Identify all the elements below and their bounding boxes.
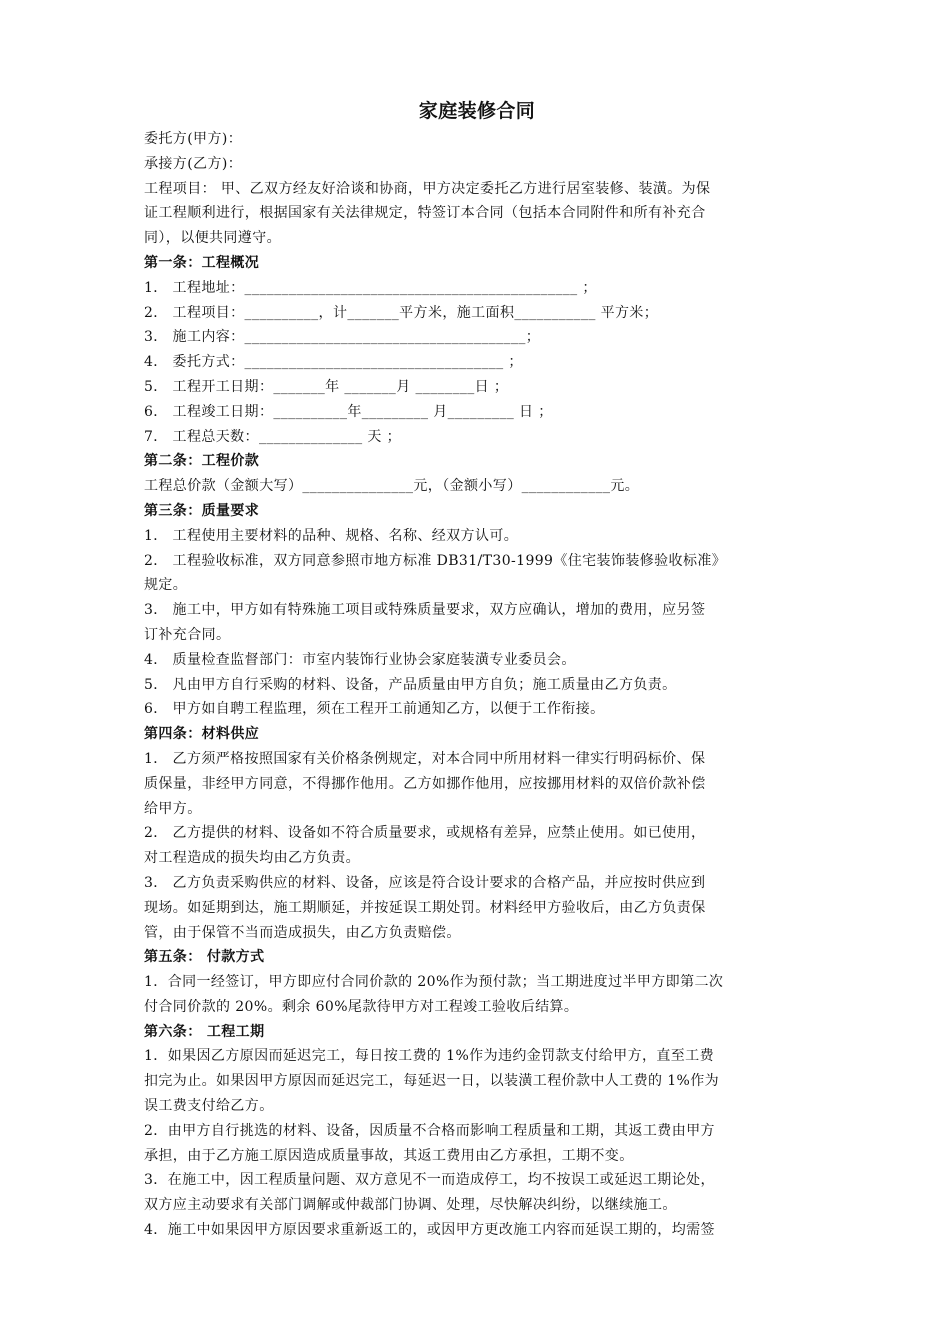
text-line: 误工费支付给乙方。 (144, 1098, 274, 1115)
document-title: 家庭装修合同 (418, 100, 536, 122)
section-heading: 第四条：材料供应 (144, 726, 260, 743)
text-line: 委托方(甲方)： (144, 131, 243, 147)
text-line: 2． 工程验收标准，双方同意参照市地方标准 DB31/T30-1999《住宅装饰装修验收标准》 (144, 552, 727, 569)
text-line: 1． 工程使用主要材料的品种、规格、名称、经双方认可。 (144, 527, 519, 544)
text-line: 3．在施工中，因工程质量问题、双方意见不一而造成停工，均不按误工或延迟工期论处， (144, 1172, 715, 1189)
text-line: 证工程顺利进行，根据国家有关法律规定，特签订本合同（包括本合同附件和所有补充合 (144, 205, 706, 222)
text-line: 3． 施工中，甲方如有特殊施工项目或特殊质量要求，双方应确认，增加的费用，应另签 (144, 602, 706, 619)
text-line: 4． 质量检查监督部门：市室内装饰行业协会家庭装潢专业委员会。 (144, 651, 576, 668)
text-line: 1． 乙方须严格按照国家有关价格条例规定，对本合同中所用材料一律实行明码标价、保 (144, 750, 706, 767)
section-heading: 第三条：质量要求 (144, 502, 260, 519)
text-line: 承担，由于乙方施工原因造成质量事故，其返工费用由乙方承担，工期不变。 (144, 1147, 634, 1164)
text-line: 5． 凡由甲方自行采购的材料、设备，产品质量由甲方自负；施工质量由乙方负责。 (144, 676, 677, 693)
text-line: 对工程造成的损失均由乙方负责。 (144, 850, 360, 867)
text-line: 1．如果因乙方原因而延迟完工，每日按工费的 1%作为违约金罚款支付给甲方，直至工费 (144, 1048, 714, 1065)
text-line: 3． 乙方负责采购供应的材料、设备，应该是符合设计要求的合格产品，并应按时供应到 (144, 874, 706, 891)
text-line: 同），以便共同遵守。 (144, 230, 281, 247)
text-line: 4． 委托方式：___________________________________ ； (144, 354, 523, 371)
text-line: 订补充合同。 (144, 626, 231, 643)
document-body (144, 127, 810, 1243)
text-line: 质保量，非经甲方同意，不得挪作他用。乙方如挪作他用，应按挪用材料的双倍价款补偿 (144, 775, 706, 792)
text-line: 6． 工程竣工日期：__________年_________ 月_________ 日 ； (144, 403, 553, 420)
section-heading: 第五条： 付款方式 (144, 949, 265, 966)
text-line: 工程项目： 甲、乙双方经友好洽谈和协商，甲方决定委托乙方进行居室装修、装潢。为保 (144, 180, 711, 197)
text-line: 规定。 (144, 577, 188, 594)
text-line: 2． 工程项目：__________，计_______平方米，施工面积___________ 平方米； (144, 304, 659, 321)
text-line: 5． 工程开工日期：_______年 _______月 ________日 ； (144, 378, 509, 395)
text-line: 4．施工中如果因甲方原因要求重新返工的，或因甲方更改施工内容而延误工期的，均需签 (144, 1222, 715, 1239)
text-line: 2．由甲方自行挑选的材料、设备，因质量不合格而影响工程质量和工期，其返工费由甲方 (144, 1122, 715, 1139)
text-line: 工程总价款（金额大写）_______________元，（金额小写）____________元。 (144, 478, 640, 495)
text-line: 6． 甲方如自聘工程监理，须在工程开工前通知乙方，以便于工作衔接。 (144, 701, 605, 718)
text-line: 现场。如延期到达，施工期顺延，并按延误工期处罚。材料经甲方验收后，由乙方负责保 (144, 899, 706, 916)
text-line: 1． 工程地址：_____________________________________________ ； (144, 279, 597, 296)
text-line: 1．合同一经签订，甲方即应付合同价款的 20%作为预付款；当工期进度过半甲方即第二次 (144, 974, 724, 991)
section-heading: 第一条：工程概况 (144, 254, 260, 271)
text-line: 承接方(乙方)： (144, 155, 243, 172)
document-page (144, 95, 810, 1243)
text-line: 7． 工程总天数：______________ 天 ； (144, 428, 402, 445)
text-line: 3． 施工内容：______________________________________； (144, 329, 541, 346)
text-line: 扣完为止。如果因甲方原因而延迟完工，每延迟一日，以装潢工程价款中人工费的 1%作为 (144, 1073, 720, 1090)
text-line: 管，由于保管不当而造成损失，由乙方负责赔偿。 (144, 924, 461, 941)
text-line: 给甲方。 (144, 800, 202, 817)
text-line: 双方应主动要求有关部门调解或仲裁部门协调、处理，尽快解决纠纷，以继续施工。 (144, 1197, 677, 1214)
section-heading: 第二条：工程价款 (144, 453, 260, 470)
section-heading: 第六条： 工程工期 (144, 1023, 265, 1040)
text-line: 2． 乙方提供的材料、设备如不符合质量要求，或规格有差异，应禁止使用。如已使用， (144, 825, 706, 842)
text-line: 付合同价款的 20%。剩余 60%尾款待甲方对工程竣工验收后结算。 (144, 998, 579, 1015)
